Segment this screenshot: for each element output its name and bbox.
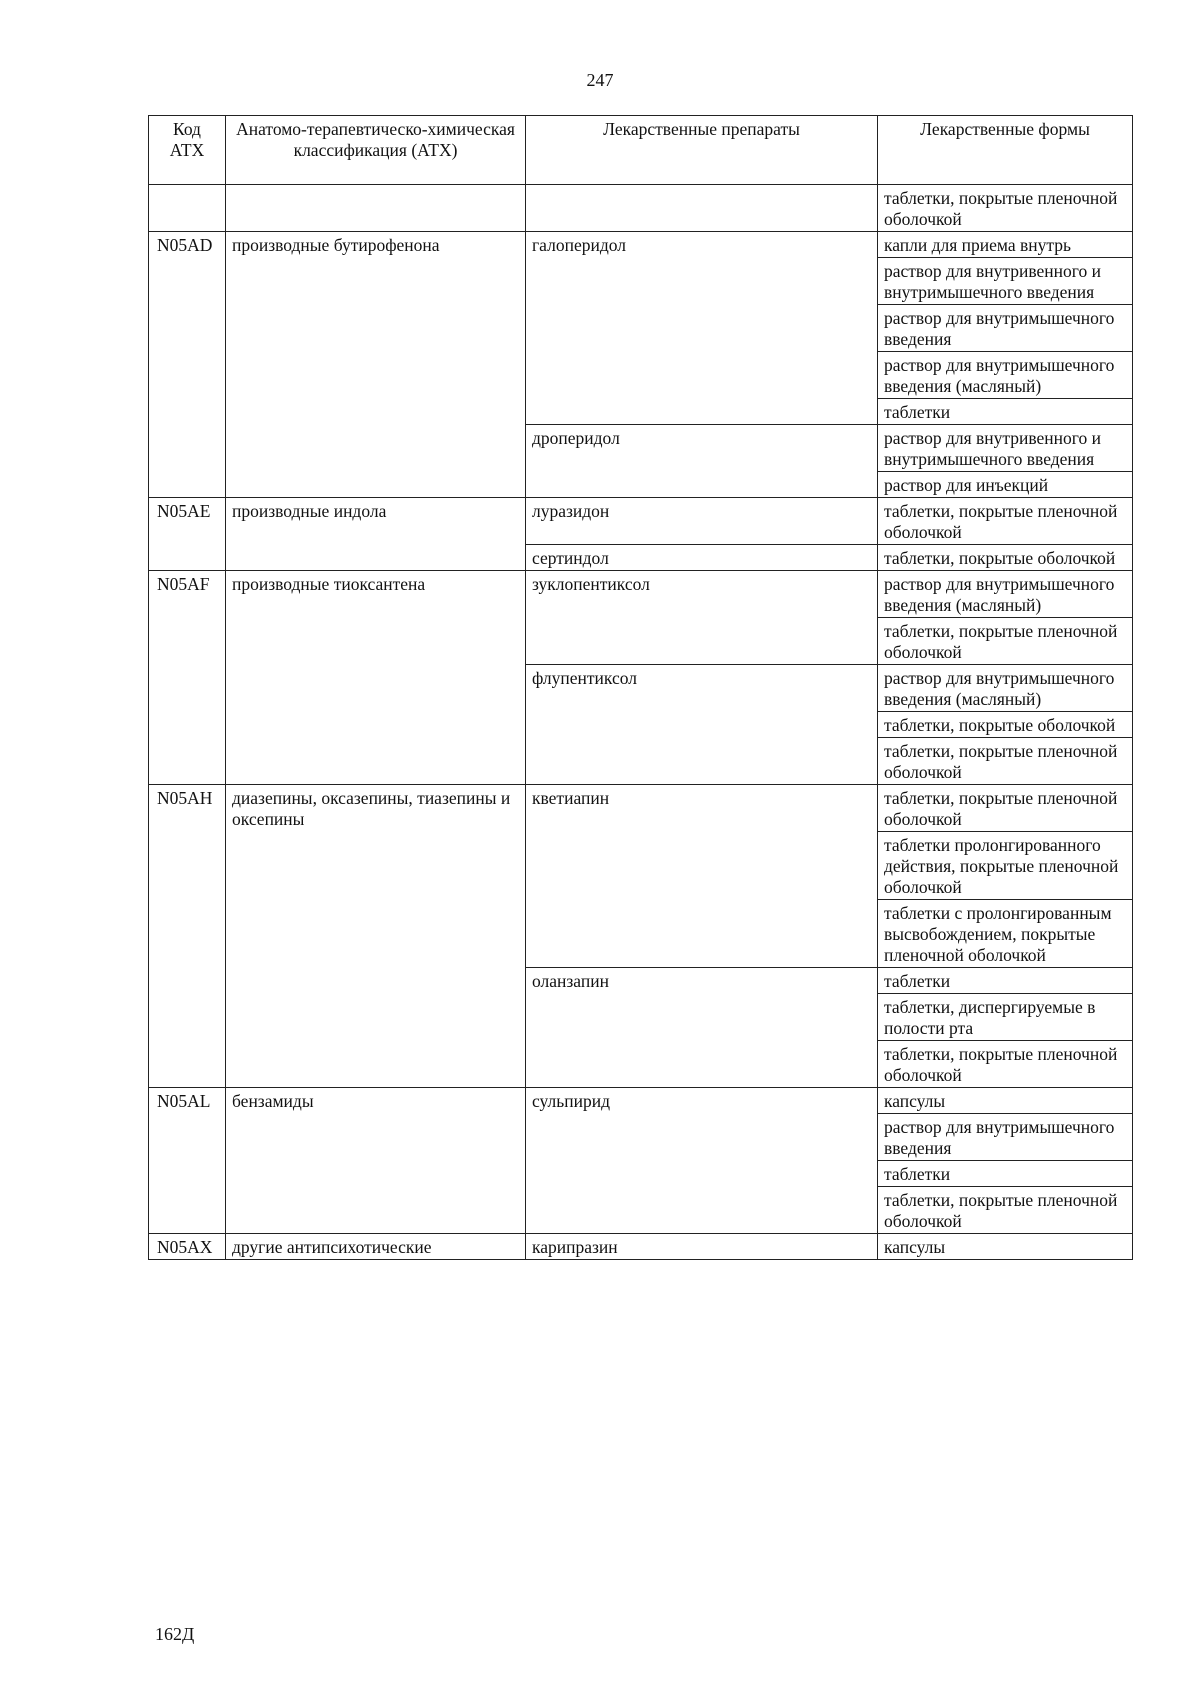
atx-code-cell: N05AL [149,1088,226,1234]
classification-cell: производные бутирофенона [226,232,526,498]
page-number: 247 [586,70,614,90]
form-cell: таблетки, покрытые пленочной оболочкой [878,185,1133,232]
form-cell: раствор для внутримышечного введения [878,305,1133,352]
form-cell: раствор для внутривенного и внутримышечного введения [878,258,1133,305]
form-cell: капсулы [878,1234,1133,1260]
drug-cell: дроперидол [526,425,878,498]
table-row [149,785,1133,832]
footer-document-code: 162Д [155,1624,195,1644]
table-header-row [149,116,1133,185]
table-row [149,232,1133,258]
form-cell: раствор для внутримышечного введения (масляный) [878,352,1133,399]
form-cell: таблетки, покрытые пленочной оболочкой [878,618,1133,665]
drug-cell: сульпирид [526,1088,878,1234]
classification-cell [226,185,526,232]
header-code: Код АТХ [149,116,226,185]
form-cell: таблетки с пролонгированным высвобождением, покрытые пленочной оболочкой [878,900,1133,968]
drug-cell: луразидон [526,498,878,545]
atx-code-cell: N05AX [149,1234,226,1260]
form-cell: таблетки пролонгированного действия, покрытые пленочной оболочкой [878,832,1133,900]
form-cell: таблетки, покрытые оболочкой [878,712,1133,738]
form-cell: таблетки, покрытые пленочной оболочкой [878,1187,1133,1234]
form-cell: таблетки, покрытые оболочкой [878,545,1133,571]
form-cell: таблетки, покрытые пленочной оболочкой [878,498,1133,545]
classification-cell: производные индола [226,498,526,571]
drug-cell: кветиапин [526,785,878,968]
form-cell: таблетки [878,1161,1133,1187]
classification-cell: диазепины, оксазепины, тиазепины и оксепины [226,785,526,1088]
atx-drug-table [148,115,1133,1260]
form-cell: раствор для внутримышечного введения (масляный) [878,665,1133,712]
atx-code-cell [149,185,226,232]
atx-code-cell: N05AE [149,498,226,571]
classification-cell: бензамиды [226,1088,526,1234]
form-cell: таблетки, покрытые пленочной оболочкой [878,1041,1133,1088]
drug-cell [526,185,878,232]
form-cell: капсулы [878,1088,1133,1114]
form-cell: таблетки [878,399,1133,425]
atx-code-cell: N05AH [149,785,226,1088]
drug-cell: зуклопентиксол [526,571,878,665]
form-cell: раствор для внутримышечного введения [878,1114,1133,1161]
drug-cell: оланзапин [526,968,878,1088]
form-cell: таблетки [878,968,1133,994]
table-row [149,498,1133,545]
drug-cell: карипразин [526,1234,878,1260]
form-cell: капли для приема внутрь [878,232,1133,258]
form-cell: таблетки, покрытые пленочной оболочкой [878,738,1133,785]
table-row [149,1088,1133,1114]
table-row [149,185,1133,232]
drug-cell: флупентиксол [526,665,878,785]
header-drugs: Лекарственные препараты [526,116,878,185]
form-cell: раствор для внутривенного и внутримышечного введения [878,425,1133,472]
drug-cell: сертиндол [526,545,878,571]
classification-cell: производные тиоксантена [226,571,526,785]
form-cell: раствор для внутримышечного введения (масляный) [878,571,1133,618]
form-cell: таблетки, диспергируемые в полости рта [878,994,1133,1041]
atx-code-cell: N05AF [149,571,226,785]
form-cell: таблетки, покрытые пленочной оболочкой [878,785,1133,832]
classification-cell: другие антипсихотические [226,1234,526,1260]
table-row [149,1234,1133,1260]
header-forms: Лекарственные формы [878,116,1133,185]
header-classification: Анатомо-терапевтическо-химическая классификация (АТХ) [226,116,526,185]
table-row [149,571,1133,618]
drug-cell: галоперидол [526,232,878,425]
form-cell: раствор для инъекций [878,472,1133,498]
atx-code-cell: N05AD [149,232,226,498]
